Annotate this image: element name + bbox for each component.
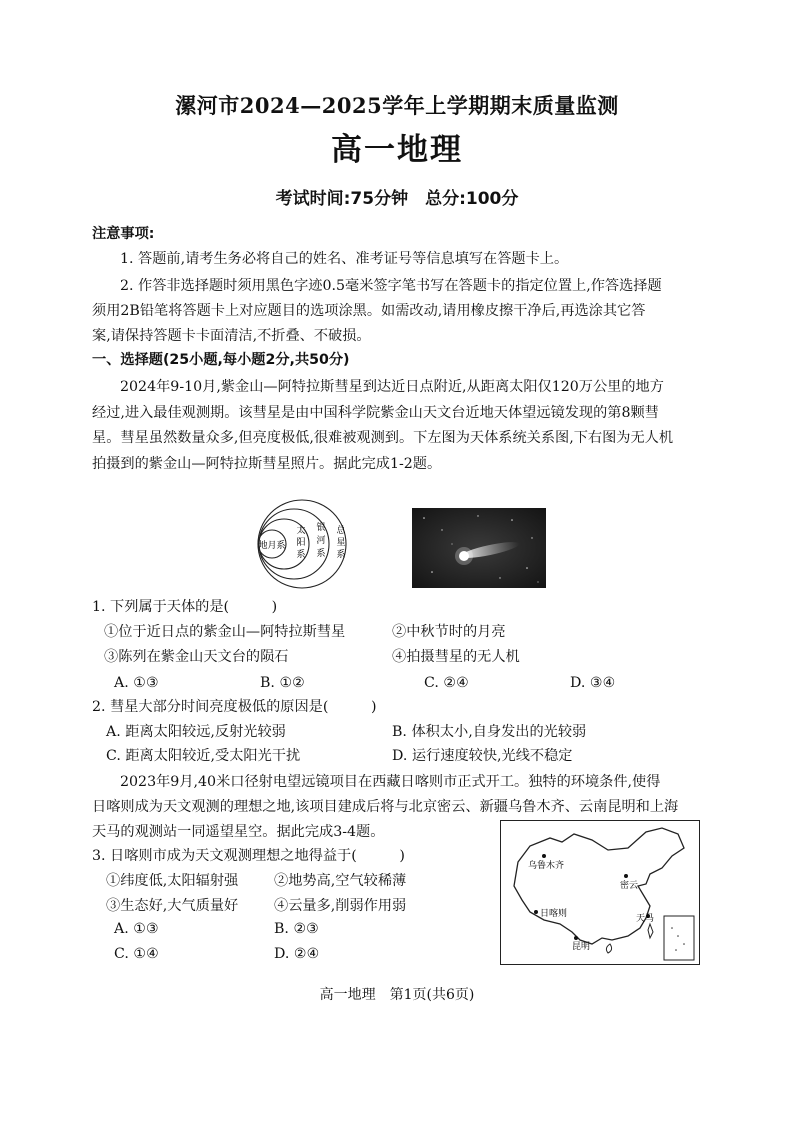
q2-option-b[interactable]: B. 体积太小,自身发出的光较弱 xyxy=(392,724,587,740)
q1-statement-3: ③陈列在紫金山天文台的陨石 xyxy=(104,649,289,665)
label-solar-3: 系 xyxy=(296,550,306,560)
label-galaxy-2: 河 xyxy=(316,536,326,546)
label-solar-2: 阳 xyxy=(296,538,306,548)
q3-statement-1: ①纬度低,太阳辐射强 xyxy=(106,873,239,889)
passage-1-line-4: 拍摄到的紫金山—阿特拉斯彗星照片。据此完成1-2题。 xyxy=(92,456,442,472)
notes-heading: 注意事项: xyxy=(92,226,155,242)
q3-option-d[interactable]: D. ②④ xyxy=(274,946,320,962)
q3-option-c[interactable]: C. ①④ xyxy=(114,946,159,962)
section-heading: 一、选择题(25小题,每小题2分,共50分) xyxy=(92,352,350,368)
q3-statement-2: ②地势高,空气较稀薄 xyxy=(274,873,407,889)
q2-option-c[interactable]: C. 距离太阳较近,受太阳光干扰 xyxy=(106,748,301,764)
page-footer: 高一地理 第1页(共6页) xyxy=(319,987,475,1003)
q3-statement-4: ④云量多,削弱作用弱 xyxy=(274,898,407,914)
passage-1-line-2: 经过,进入最佳观测期。该彗星是由中国科学院紫金山天文台近地天体望远镜发现的第8颗彗 xyxy=(92,405,659,421)
passage-2-line-2: 日喀则成为天文观测的理想之地,该项目建成后将与北京密云、新疆乌鲁木齐、云南昆明和上海 xyxy=(92,799,679,815)
q1-option-a[interactable]: A. ①③ xyxy=(114,675,159,691)
q1-option-d[interactable]: D. ③④ xyxy=(570,675,616,691)
q2-stem: 2. 彗星大部分时间亮度极低的原因是( ) xyxy=(92,699,377,715)
q1-statement-2: ②中秋节时的月亮 xyxy=(392,624,506,640)
passage-1-line-1: 2024年9-10月,紫金山—阿特拉斯彗星到达近日点附近,从距离太阳仅120万公里的地方 xyxy=(120,379,664,395)
label-earth-moon: 地月系 xyxy=(258,541,286,551)
label-universe-2: 星 xyxy=(336,538,346,548)
celestial-system-diagram xyxy=(244,498,364,590)
city-dot-kunming xyxy=(574,936,578,940)
subject-title: 高一地理 xyxy=(331,132,463,168)
notes-item-2-line-1: 2. 作答非选择题时须用黑色字迹0.5毫米签字笔书写在答题卡的指定位置上,作答选择题 xyxy=(120,278,662,294)
city-dot-urumqi xyxy=(542,854,546,858)
q2-option-d[interactable]: D. 运行速度较快,光线不稳定 xyxy=(392,748,573,764)
passage-2-line-1: 2023年9月,40米口径射电望远镜项目在西藏日喀则市正式开工。独特的环境条件,使得 xyxy=(120,774,661,790)
q1-option-b[interactable]: B. ①② xyxy=(260,675,305,691)
label-solar-1: 太 xyxy=(296,526,306,536)
q3-stem: 3. 日喀则市成为天文观测理想之地得益于( ) xyxy=(92,848,405,864)
city-dot-shigatse xyxy=(534,910,538,914)
city-tianma: 天马 xyxy=(636,914,655,924)
notes-item-1: 1. 答题前,请考生务必将自己的姓名、准考证号等信息填写在答题卡上。 xyxy=(120,251,569,267)
city-shigatse: 日喀则 xyxy=(540,909,568,919)
city-miyun: 密云 xyxy=(620,881,639,891)
label-universe-1: 总 xyxy=(336,526,346,536)
city-kunming: 昆明 xyxy=(572,942,591,952)
exam-info: 考试时间:75分钟 总分:100分 xyxy=(275,189,519,209)
q3-option-a[interactable]: A. ①③ xyxy=(114,921,159,937)
comet-photo xyxy=(412,508,546,588)
label-galaxy-3: 系 xyxy=(316,549,326,559)
china-observatory-map xyxy=(500,820,700,965)
q3-statement-3: ③生态好,大气质量好 xyxy=(106,898,239,914)
city-dot-miyun xyxy=(624,874,628,878)
notes-item-2-line-2: 须用2B铅笔将答题卡上对应题目的选项涂黑。如需改动,请用橡皮擦干净后,再选涂其它答 xyxy=(92,303,646,319)
passage-2-line-3: 天马的观测站一同遥望星空。据此完成3-4题。 xyxy=(92,824,385,840)
notes-item-2-line-3: 案,请保持答题卡卡面清洁,不折叠、不破损。 xyxy=(92,328,371,344)
q1-statement-1: ①位于近日点的紫金山—阿特拉斯彗星 xyxy=(104,624,346,640)
exam-title: 漯河市2024—2025学年上学期期末质量监测 xyxy=(175,93,619,118)
passage-1-line-3: 星。彗星虽然数量众多,但亮度极低,很难被观测到。下左图为天体系统关系图,下右图为无人机 xyxy=(92,430,674,446)
q1-statement-4: ④拍摄彗星的无人机 xyxy=(392,649,520,665)
label-universe-3: 系 xyxy=(336,550,346,560)
city-urumqi: 乌鲁木齐 xyxy=(528,861,565,871)
q2-option-a[interactable]: A. 距离太阳较远,反射光较弱 xyxy=(106,724,286,740)
q1-stem: 1. 下列属于天体的是( ) xyxy=(92,599,278,615)
label-galaxy-1: 银 xyxy=(316,523,326,533)
q1-option-c[interactable]: C. ②④ xyxy=(424,675,469,691)
q3-option-b[interactable]: B. ②③ xyxy=(274,921,319,937)
